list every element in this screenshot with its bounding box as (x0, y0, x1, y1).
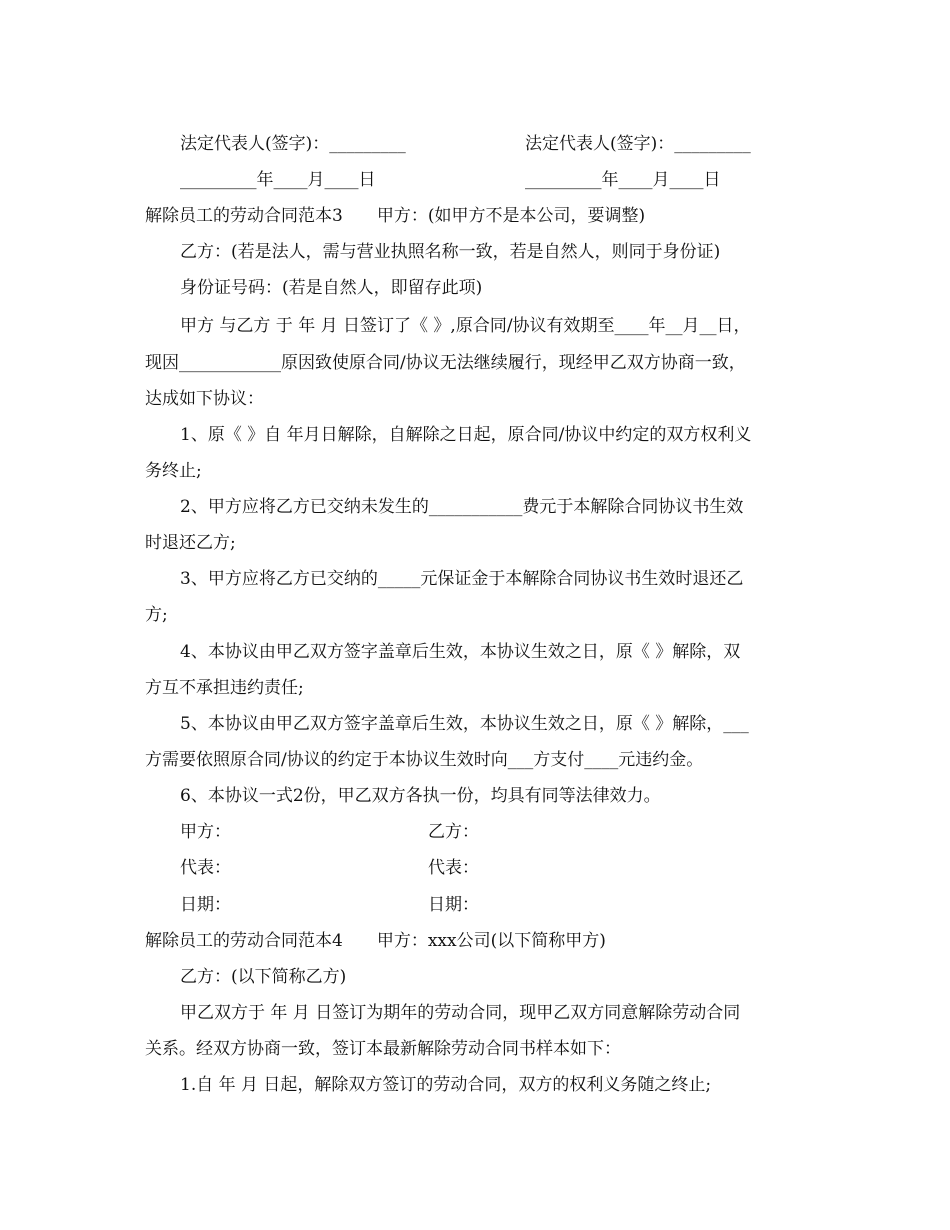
sample3-clause-5-line-2: 方需要依照原合同/协议的约定于本协议生效时向___方支付____元违约金。 (145, 750, 704, 770)
sample4-intro-line-2: 关系。经双方协商一致，签订本最新解除劳动合同书样本如下： (145, 1039, 621, 1059)
sample3-party-b: 乙方：(若是法人，需与营业执照名称一致，若是自然人，则同于身份证) (180, 242, 721, 262)
sample3-id-number: 身份证号码：(若是自然人，即留存此项) (180, 278, 483, 298)
left-signature-date: _________年____月____日 (180, 170, 376, 190)
sample4-intro-line-1: 甲乙双方于 年 月 日签订为期年的劳动合同，现甲乙双方同意解除劳动合同 (180, 1003, 741, 1023)
left-legal-rep-signature: 法定代表人(签字)：_________ (180, 134, 406, 154)
sample3-clause-4-line-2: 方互不承担违约责任; (145, 678, 304, 698)
right-signature-date: _________年____月____日 (525, 170, 721, 190)
sample3-date-b: 日期： (428, 895, 479, 915)
sample3-clause-2-line-2: 时退还乙方; (145, 533, 236, 553)
sample3-intro-line-2: 现因____________原因致使原合同/协议无法继续履行，现经甲乙双方协商一致， (145, 353, 746, 373)
sample3-clause-6: 6、本协议一式2份，甲乙双方各执一份，均具有同等法律效力。 (180, 786, 661, 806)
right-legal-rep-signature: 法定代表人(签字)：_________ (525, 134, 751, 154)
sample3-sign-party-b: 乙方： (428, 822, 479, 842)
sample3-sign-party-a: 甲方： (180, 822, 231, 842)
sample3-date-a: 日期： (180, 895, 231, 915)
sample3-rep-b: 代表： (428, 858, 479, 878)
sample3-clause-3-line-1: 3、甲方应将乙方已交纳的_____元保证金于本解除合同协议书生效时退还乙 (180, 569, 744, 589)
sample4-clause-1: 1.自 年 月 日起，解除双方签订的劳动合同，双方的权利义务随之终止; (180, 1075, 712, 1095)
sample3-heading: 解除员工的劳动合同范本3 甲方：(如甲方不是本公司，要调整) (145, 206, 646, 226)
sample3-clause-1-line-2: 务终止; (145, 461, 202, 481)
sample3-clause-3-line-2: 方; (145, 605, 168, 625)
sample4-heading: 解除员工的劳动合同范本4 甲方：xxx公司(以下简称甲方) (145, 931, 606, 951)
sample3-clause-2-line-1: 2、甲方应将乙方已交纳未发生的___________费元于本解除合同协议书生效 (180, 497, 744, 517)
sample3-intro-line-1: 甲方 与乙方 于 年 月 日签订了《 》,原合同/协议有效期至____年__月__日， (180, 316, 751, 336)
sample4-party-b: 乙方：(以下简称乙方) (180, 967, 347, 987)
sample3-clause-4-line-1: 4、本协议由甲乙双方签字盖章后生效，本协议生效之日，原《 》解除，双 (180, 642, 741, 662)
sample3-rep-a: 代表： (180, 858, 231, 878)
sample3-intro-line-3: 达成如下协议： (145, 389, 264, 409)
sample3-clause-1-line-1: 1、原《 》自 年月日解除，自解除之日起，原合同/协议中约定的双方权利义 (180, 425, 752, 445)
sample3-clause-5-line-1: 5、本协议由甲乙双方签字盖章后生效，本协议生效之日，原《 》解除，___ (180, 714, 749, 734)
